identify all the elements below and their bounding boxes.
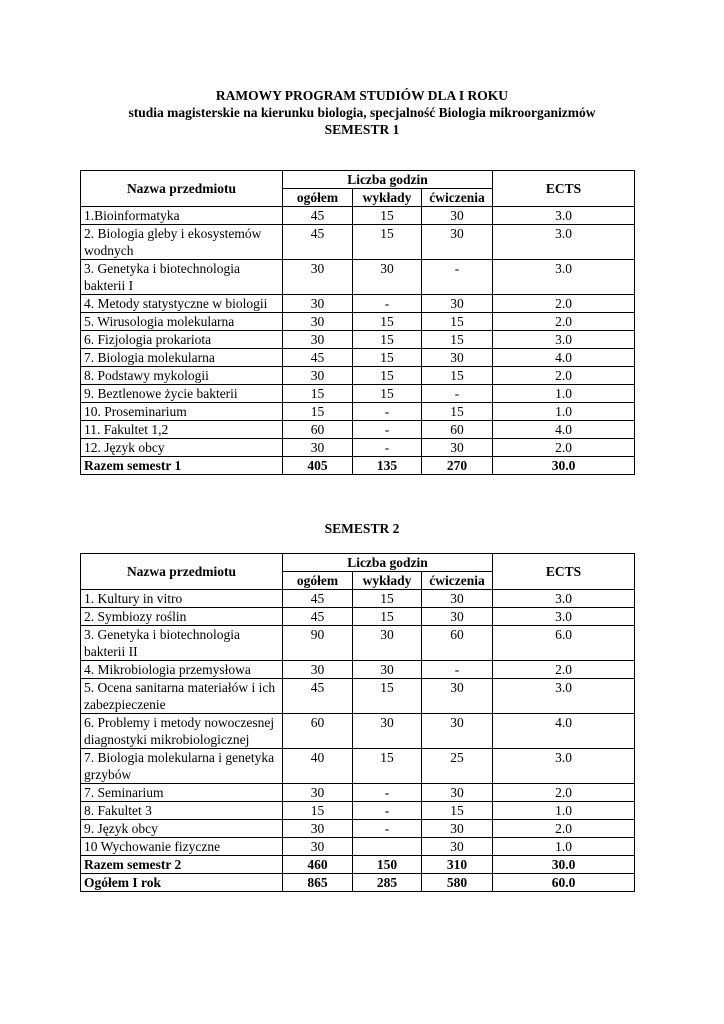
ects-value: 2.0 <box>493 820 635 838</box>
ects-value: 4.0 <box>493 421 635 439</box>
table-row <box>81 714 635 749</box>
subject-name: 10 Wychowanie fizyczne <box>81 838 283 856</box>
table-row <box>81 385 635 403</box>
hours-exercises: 310 <box>422 856 493 874</box>
hours-exercises: 30 <box>422 784 493 802</box>
hours-lectures: 15 <box>353 367 422 385</box>
ects-value: 3.0 <box>493 749 635 784</box>
hours-exercises: 580 <box>422 874 493 892</box>
ects-value: 2.0 <box>493 367 635 385</box>
hours-total: 30 <box>283 295 353 313</box>
ects-value: 1.0 <box>493 802 635 820</box>
ects-value: 1.0 <box>493 838 635 856</box>
ects-value: 2.0 <box>493 295 635 313</box>
hours-total: 405 <box>283 457 353 475</box>
table-row <box>81 421 635 439</box>
table-row <box>81 403 635 421</box>
subject-name: 3. Genetyka i biotechnologia bakterii I <box>81 260 283 295</box>
column-header-exercises: ćwiczenia <box>422 572 493 590</box>
table-row <box>81 225 635 260</box>
subject-name: 4. Mikrobiologia przemysłowa <box>81 661 283 679</box>
hours-lectures: 15 <box>353 331 422 349</box>
hours-total: 30 <box>283 313 353 331</box>
hours-lectures: - <box>353 802 422 820</box>
hours-total: 45 <box>283 608 353 626</box>
column-header-hours: Liczba godzin <box>283 171 493 189</box>
hours-total: 30 <box>283 784 353 802</box>
subject-name: 9. Beztlenowe życie bakterii <box>81 385 283 403</box>
ects-value: 3.0 <box>493 590 635 608</box>
ects-value: 2.0 <box>493 784 635 802</box>
hours-lectures: 30 <box>353 626 422 661</box>
ects-value: 30.0 <box>493 856 635 874</box>
hours-total: 15 <box>283 403 353 421</box>
hours-lectures: - <box>353 403 422 421</box>
total-row <box>81 457 635 475</box>
hours-lectures: 15 <box>353 590 422 608</box>
hours-lectures: 30 <box>353 714 422 749</box>
table-row <box>81 784 635 802</box>
hours-total: 30 <box>283 838 353 856</box>
hours-total: 30 <box>283 367 353 385</box>
table-row <box>81 679 635 714</box>
subject-name: 4. Metody statystyczne w biologii <box>81 295 283 313</box>
ects-value: 4.0 <box>493 714 635 749</box>
table-row <box>81 802 635 820</box>
hours-total: 15 <box>283 385 353 403</box>
table-row <box>81 207 635 225</box>
column-header-name: Nazwa przedmiotu <box>81 554 283 590</box>
hours-exercises: 30 <box>422 295 493 313</box>
table-row <box>81 349 635 367</box>
subject-name: 6. Fizjologia prokariota <box>81 331 283 349</box>
ects-value: 2.0 <box>493 439 635 457</box>
hours-exercises: 15 <box>422 331 493 349</box>
table-row <box>81 367 635 385</box>
hours-total: 60 <box>283 714 353 749</box>
hours-exercises: 15 <box>422 802 493 820</box>
table-row <box>81 820 635 838</box>
hours-lectures: - <box>353 820 422 838</box>
subject-name: Ogółem I rok <box>81 874 283 892</box>
hours-total: 15 <box>283 802 353 820</box>
column-header-ects: ECTS <box>493 171 635 207</box>
hours-exercises: 30 <box>422 820 493 838</box>
hours-exercises: - <box>422 260 493 295</box>
hours-lectures: 285 <box>353 874 422 892</box>
semester-2-table <box>80 553 635 892</box>
column-header-total: ogółem <box>283 189 353 207</box>
subject-name: 2. Biologia gleby i ekosystemów wodnych <box>81 225 283 260</box>
column-header-lectures: wykłady <box>353 572 422 590</box>
column-header-ects: ECTS <box>493 554 635 590</box>
hours-total: 30 <box>283 260 353 295</box>
hours-lectures: 15 <box>353 349 422 367</box>
total-row <box>81 856 635 874</box>
ects-value: 1.0 <box>493 385 635 403</box>
hours-exercises: 30 <box>422 207 493 225</box>
ects-value: 4.0 <box>493 349 635 367</box>
hours-lectures: 30 <box>353 260 422 295</box>
hours-total: 460 <box>283 856 353 874</box>
hours-total: 45 <box>283 590 353 608</box>
hours-lectures: - <box>353 439 422 457</box>
hours-exercises: 15 <box>422 403 493 421</box>
hours-total: 45 <box>283 679 353 714</box>
subject-name: 9. Język obcy <box>81 820 283 838</box>
ects-value: 3.0 <box>493 207 635 225</box>
subject-name: 3. Genetyka i biotechnologia bakterii II <box>81 626 283 661</box>
hours-total: 45 <box>283 349 353 367</box>
hours-exercises: 60 <box>422 421 493 439</box>
hours-exercises: 30 <box>422 679 493 714</box>
hours-exercises: 30 <box>422 349 493 367</box>
hours-exercises: 25 <box>422 749 493 784</box>
hours-exercises: 30 <box>422 608 493 626</box>
subject-name: Razem semestr 2 <box>81 856 283 874</box>
subject-name: 10. Proseminarium <box>81 403 283 421</box>
hours-total: 865 <box>283 874 353 892</box>
hours-exercises: 15 <box>422 313 493 331</box>
subject-name: 8. Podstawy mykologii <box>81 367 283 385</box>
hours-exercises: 30 <box>422 225 493 260</box>
hours-exercises: - <box>422 661 493 679</box>
ects-value: 3.0 <box>493 225 635 260</box>
subject-name: Razem semestr 1 <box>81 457 283 475</box>
document-title: RAMOWY PROGRAM STUDIÓW DLA I ROKU <box>215 88 509 103</box>
subject-name: 5. Wirusologia molekularna <box>81 313 283 331</box>
table-row <box>81 838 635 856</box>
hours-lectures: 15 <box>353 225 422 260</box>
hours-lectures: 135 <box>353 457 422 475</box>
table-row <box>81 626 635 661</box>
ects-value: 2.0 <box>493 313 635 331</box>
hours-lectures: 15 <box>353 749 422 784</box>
hours-lectures: 15 <box>353 679 422 714</box>
hours-lectures <box>353 838 422 856</box>
ects-value: 1.0 <box>493 403 635 421</box>
ects-value: 3.0 <box>493 260 635 295</box>
hours-exercises: 30 <box>422 590 493 608</box>
hours-lectures: - <box>353 784 422 802</box>
subject-name: 11. Fakultet 1,2 <box>81 421 283 439</box>
grand-total-row <box>81 874 635 892</box>
semester-1-rows <box>81 207 635 475</box>
subject-name: 7. Seminarium <box>81 784 283 802</box>
semester-1-title: SEMESTR 1 <box>324 122 400 137</box>
ects-value: 3.0 <box>493 608 635 626</box>
hours-lectures: - <box>353 421 422 439</box>
hours-exercises: 30 <box>422 714 493 749</box>
hours-total: 30 <box>283 439 353 457</box>
document-header <box>0 87 724 138</box>
table-row <box>81 661 635 679</box>
hours-total: 90 <box>283 626 353 661</box>
hours-exercises: 270 <box>422 457 493 475</box>
ects-value: 30.0 <box>493 457 635 475</box>
subject-name: 1. Kultury in vitro <box>81 590 283 608</box>
ects-value: 60.0 <box>493 874 635 892</box>
subject-name: 8. Fakultet 3 <box>81 802 283 820</box>
hours-exercises: 15 <box>422 367 493 385</box>
table-row <box>81 749 635 784</box>
table-row <box>81 608 635 626</box>
table-row <box>81 331 635 349</box>
subject-name: 7. Biologia molekularna i genetyka grzybów <box>81 749 283 784</box>
subject-name: 12. Język obcy <box>81 439 283 457</box>
subject-name: 2. Symbiozy roślin <box>81 608 283 626</box>
column-header-total: ogółem <box>283 572 353 590</box>
semester-1-table <box>80 170 635 475</box>
document-subtitle: studia magisterskie na kierunku biologia, specjalność Biologia mikroorganizmów <box>128 105 596 120</box>
hours-total: 60 <box>283 421 353 439</box>
table-row <box>81 590 635 608</box>
hours-lectures: - <box>353 295 422 313</box>
hours-lectures: 15 <box>353 313 422 331</box>
hours-exercises: 30 <box>422 838 493 856</box>
hours-lectures: 150 <box>353 856 422 874</box>
hours-total: 30 <box>283 331 353 349</box>
subject-name: 5. Ocena sanitarna materiałów i ich zabezpieczenie <box>81 679 283 714</box>
column-header-lectures: wykłady <box>353 189 422 207</box>
hours-exercises: 60 <box>422 626 493 661</box>
hours-total: 45 <box>283 225 353 260</box>
column-header-name: Nazwa przedmiotu <box>81 171 283 207</box>
table-row <box>81 313 635 331</box>
hours-exercises: - <box>422 385 493 403</box>
column-header-hours: Liczba godzin <box>283 554 493 572</box>
subject-name: 6. Problemy i metody nowoczesnej diagnostyki mikrobiologicznej <box>81 714 283 749</box>
semester-2-rows <box>81 590 635 892</box>
column-header-exercises: ćwiczenia <box>422 189 493 207</box>
hours-lectures: 30 <box>353 661 422 679</box>
table-row <box>81 260 635 295</box>
ects-value: 3.0 <box>493 679 635 714</box>
hours-total: 30 <box>283 661 353 679</box>
hours-total: 30 <box>283 820 353 838</box>
subject-name: 1.Bioinformatyka <box>81 207 283 225</box>
hours-lectures: 15 <box>353 385 422 403</box>
ects-value: 6.0 <box>493 626 635 661</box>
table-row <box>81 439 635 457</box>
hours-lectures: 15 <box>353 608 422 626</box>
table-row <box>81 295 635 313</box>
ects-value: 3.0 <box>493 331 635 349</box>
subject-name: 7. Biologia molekularna <box>81 349 283 367</box>
hours-lectures: 15 <box>353 207 422 225</box>
ects-value: 2.0 <box>493 661 635 679</box>
semester-2-title: SEMESTR 2 <box>324 521 400 536</box>
hours-total: 45 <box>283 207 353 225</box>
hours-exercises: 30 <box>422 439 493 457</box>
hours-total: 40 <box>283 749 353 784</box>
